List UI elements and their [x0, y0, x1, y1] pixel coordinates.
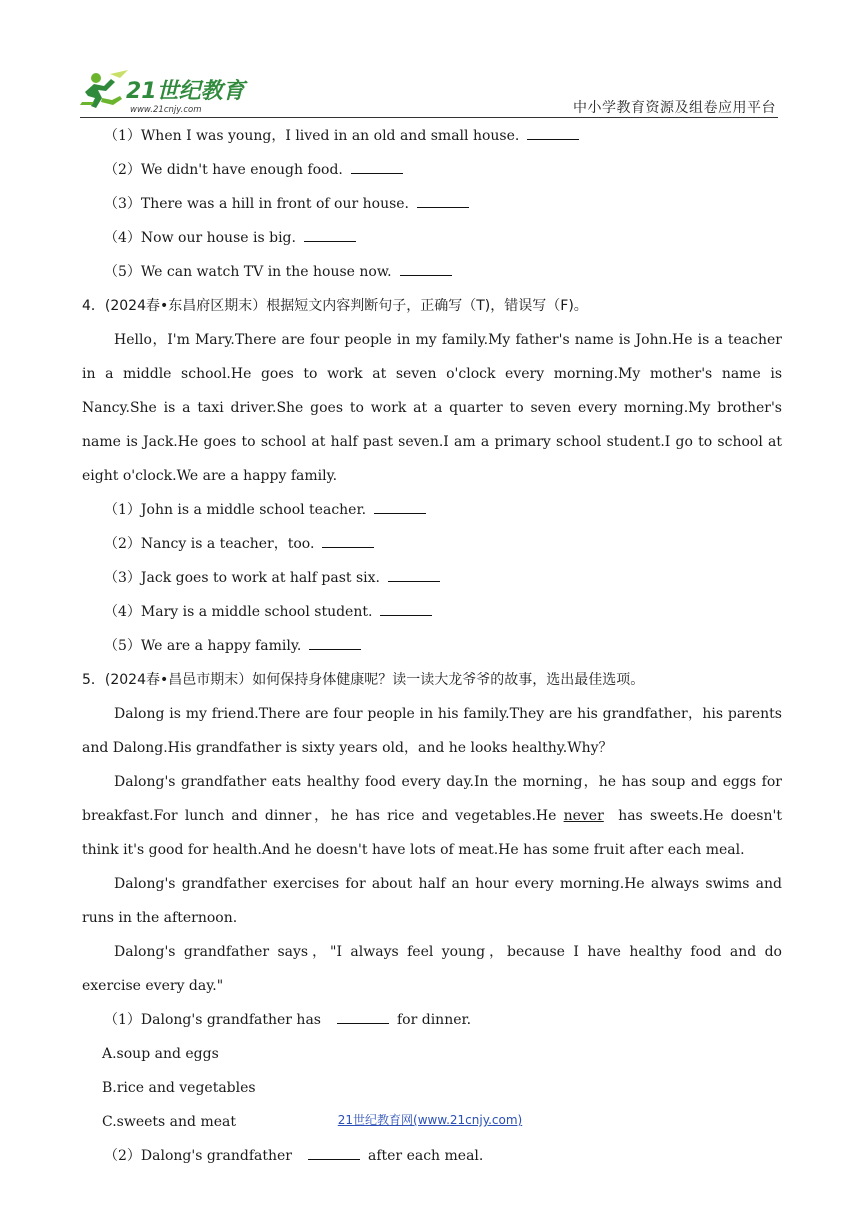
s3-item-4: （4）Now our house is big.: [82, 221, 782, 255]
s4-item-4: （4）Mary is a middle school student.: [82, 595, 782, 629]
s4-item-5: （5）We are a happy family.: [82, 629, 782, 663]
platform-title: 中小学教育资源及组卷应用平台: [573, 100, 776, 116]
logo-main-text: 21世纪教育: [126, 79, 245, 104]
s4-item-1: （1）John is a middle school teacher.: [82, 493, 782, 527]
answer-blank[interactable]: [388, 568, 440, 582]
answer-blank[interactable]: [380, 602, 432, 616]
logo: [80, 68, 250, 116]
answer-blank[interactable]: [527, 126, 579, 140]
s3-item-5: （5）We can watch TV in the house now.: [82, 255, 782, 289]
s5-q2: （2）Dalong's grandfather after each meal.: [104, 1148, 484, 1164]
logo-sub-text: www.21cnjy.com: [130, 105, 202, 115]
s5-paragraph-4: Dalong's grandfather says，"I always feel young，because I have healthy food and do exercise every day.": [82, 944, 782, 994]
answer-blank[interactable]: [337, 1010, 389, 1024]
s3-item-3: （3）There was a hill in front of our house.: [82, 187, 782, 221]
s3-item-2: （2）We didn't have enough food.: [82, 153, 782, 187]
answer-blank[interactable]: [304, 228, 356, 242]
s5-paragraph-3: Dalong's grandfather exercises for about half an hour every morning.He always swims and runs in the afternoon.: [82, 876, 782, 926]
runner-icon: [80, 70, 128, 108]
s5-q1: （1）Dalong's grandfather has for dinner.: [104, 1012, 472, 1028]
answer-blank[interactable]: [308, 1146, 360, 1160]
s5-paragraph-1: Dalong is my friend.There are four people in his family.They are his grandfather，his parents and Dalong.His grandfather is sixty years old，and he looks healthy.Why？: [82, 706, 782, 756]
underlined-word: never: [563, 808, 604, 824]
s3-item-1: （1）When I was young，I lived in an old and small house.: [82, 119, 782, 153]
answer-blank[interactable]: [417, 194, 469, 208]
footer-link[interactable]: 21世纪教育网(www.21cnjy.com): [337, 1113, 523, 1127]
answer-blank[interactable]: [400, 262, 452, 276]
answer-blank[interactable]: [351, 160, 403, 174]
answer-blank[interactable]: [322, 534, 374, 548]
page-header: [80, 66, 778, 118]
answer-blank[interactable]: [374, 500, 426, 514]
s4-item-2: （2）Nancy is a teacher，too.: [82, 527, 782, 561]
s5-question: 5．(2024春•昌邑市期末）如何保持身体健康呢？读一读大龙爷爷的故事，选出最佳选项。: [82, 672, 645, 688]
s4-passage: Hello，I'm Mary.There are four people in my family.My father's name is John.He is a teacher in a middle school.He goes to work at seven o'clock every morning.My mother's name is Nancy.She is a taxi driver.She goes to work at a quarter to seven every morning.My brother's name is Jack.He goes to school at half past seven.I am a primary school student.I go to school at eight o'clock.We are a happy family.: [82, 332, 782, 484]
s5-paragraph-2: Dalong's grandfather eats healthy food every day.In the morning，he has soup and eggs for breakfast.For lunch and dinner，he has rice and vegetables.He never has sweets.He doesn't think it's good for health.And he doesn't have lots of meat.He has some fruit after each meal.: [82, 774, 787, 858]
s5-q1-option-a[interactable]: A.soup and eggs: [102, 1046, 219, 1062]
s5-q1-option-c[interactable]: C.sweets and meat: [102, 1114, 236, 1130]
s5-q1-option-b[interactable]: B.rice and vegetables: [102, 1080, 256, 1096]
answer-blank[interactable]: [309, 636, 361, 650]
document-body: [82, 119, 787, 1173]
s4-item-3: （3）Jack goes to work at half past six.: [82, 561, 782, 595]
header-divider: [80, 117, 778, 118]
s4-question: 4．(2024春•东昌府区期末）根据短文内容判断句子，正确写（T)，错误写（F)。: [82, 298, 588, 314]
